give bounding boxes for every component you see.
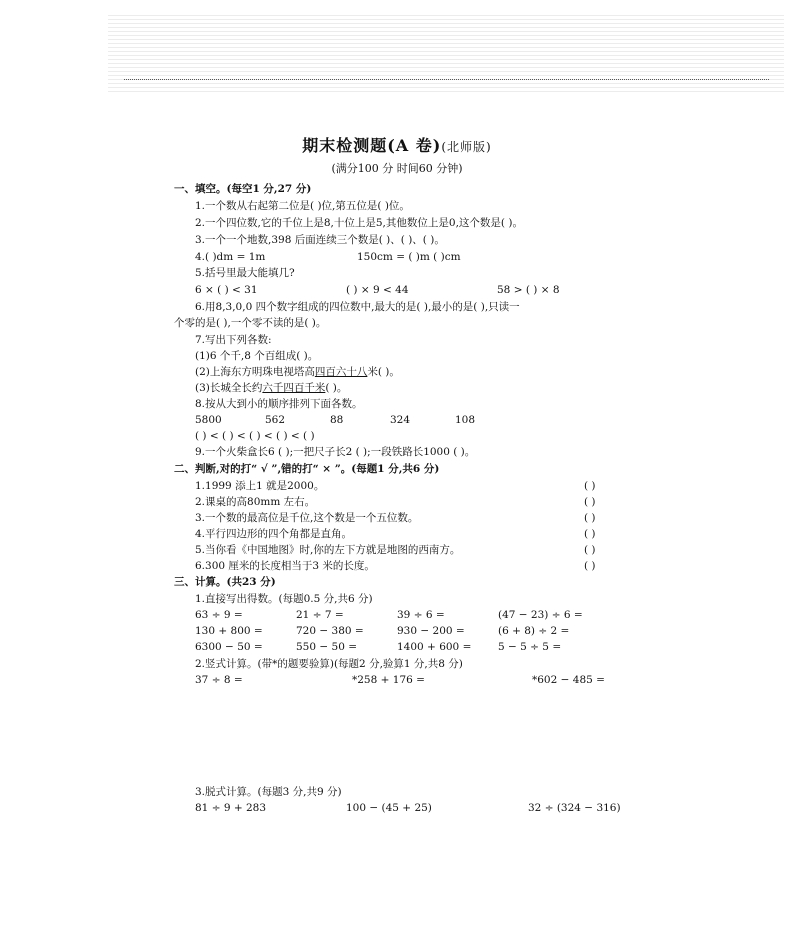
calc-r2-c1: 130 + 800 = <box>195 625 263 637</box>
calc-r3-c4: 5 − 5 ÷ 5 = <box>498 641 562 653</box>
section2-heading: 二、判断,对的打“ √ ”,错的打“ × ”。(每题1 分,共6 分) <box>174 463 440 475</box>
question-1-3: 3.一个一个地数,398 后面连续三个数是( )、( )、( )。 <box>195 234 445 246</box>
question-1-7-3-underlined: 六千四百千米 <box>262 382 326 394</box>
judge-item-5: 5.当你看《中国地图》时,你的左下方就是地图的西南方。 <box>195 544 461 556</box>
q8-number-1: 5800 <box>195 414 222 426</box>
judge-item-4: 4.平行四边形的四个角都是直角。 <box>195 528 353 540</box>
question-1-7: 7.写出下列各数: <box>195 334 272 346</box>
judge-answer-5: ( ) <box>584 544 596 556</box>
section1-heading: 一、填空。(每空1 分,27 分) <box>174 183 312 195</box>
question-1-1: 1.一个数从右起第二位是( )位,第五位是( )位。 <box>195 200 410 212</box>
header-lined-band <box>108 12 784 92</box>
question-1-6-line1: 6.用8,3,0,0 四个数字组成的四位数中,最大的是( ),最小的是( ),只读一 <box>195 301 520 313</box>
stepwise-calc-1: 81 ÷ 9 + 283 <box>195 802 267 814</box>
calc-r2-c3: 930 − 200 = <box>397 625 465 637</box>
question-1-7-2-pre: (2)上海东方明珠电视塔高 <box>195 366 315 378</box>
calc-r3-c1: 6300 − 50 = <box>195 641 263 653</box>
section3-sub3: 3.脱式计算。(每题3 分,共9 分) <box>195 786 342 798</box>
stepwise-calc-2: 100 − (45 + 25) <box>346 802 432 814</box>
question-1-5: 5.括号里最大能填几? <box>195 267 295 279</box>
judge-answer-4: ( ) <box>584 528 596 540</box>
section3-heading: 三、计算。(共23 分) <box>174 576 276 588</box>
calc-r2-c2: 720 − 380 = <box>296 625 364 637</box>
judge-item-6: 6.300 厘米的长度相当于3 米的长度。 <box>195 560 375 572</box>
question-1-5b: ( ) × 9 < 44 <box>346 284 409 296</box>
q8-number-2: 562 <box>265 414 286 426</box>
question-1-8-order: ( ) < ( ) < ( ) < ( ) < ( ) <box>195 430 315 442</box>
question-1-7-3 <box>195 382 347 395</box>
calc-r1-c2: 21 ÷ 7 = <box>296 609 344 621</box>
judge-item-3: 3.一个数的最高位是千位,这个数是一个五位数。 <box>195 512 419 524</box>
question-1-5c: 58 > ( ) × 8 <box>497 284 560 296</box>
section3-sub2: 2.竖式计算。(带*的题要验算)(每题2 分,验算1 分,共8 分) <box>195 658 463 670</box>
q8-number-3: 88 <box>330 414 344 426</box>
judge-item-2: 2.课桌的高80mm 左右。 <box>195 496 316 508</box>
question-1-7-2-underlined: 四百六十八 <box>314 366 368 378</box>
question-1-7-3-pre: (3)长城全长约 <box>195 382 263 394</box>
vertical-calc-2: *258 + 176 = <box>352 674 425 686</box>
question-1-8: 8.按从大到小的顺序排列下面各数。 <box>195 398 363 410</box>
exam-info: (满分100 分 时间60 分钟) <box>331 162 463 175</box>
question-1-4b: 150cm = ( )m ( )cm <box>357 251 461 263</box>
judge-item-1: 1.1999 添上1 就是2000。 <box>195 480 325 492</box>
exam-title <box>0 133 794 156</box>
question-1-5a: 6 × ( ) < 31 <box>195 284 258 296</box>
header-dotted-rule <box>124 79 769 80</box>
judge-answer-1: ( ) <box>584 480 596 492</box>
judge-answer-6: ( ) <box>584 560 596 572</box>
question-1-2: 2.一个四位数,它的千位上是8,十位上是5,其他数位上是0,这个数是( )。 <box>195 217 523 229</box>
calc-r3-c3: 1400 + 600 = <box>397 641 472 653</box>
question-1-7-3-post: ( )。 <box>325 382 348 394</box>
q8-number-5: 108 <box>455 414 476 426</box>
question-1-9: 9.一个火柴盒长6 ( );一把尺子长2 ( );一段铁路长1000 ( )。 <box>195 446 476 458</box>
q8-number-4: 324 <box>390 414 411 426</box>
section3-sub1: 1.直接写出得数。(每题0.5 分,共6 分) <box>195 593 373 605</box>
exam-title-edition: (北师版) <box>441 140 492 154</box>
question-1-7-2 <box>195 366 400 379</box>
question-1-6-line2: 个零的是( ),一个零不读的是( )。 <box>174 317 327 329</box>
stepwise-calc-3: 32 ÷ (324 − 316) <box>528 802 621 814</box>
judge-answer-2: ( ) <box>584 496 596 508</box>
calc-r1-c3: 39 ÷ 6 = <box>397 609 445 621</box>
vertical-calc-3: *602 − 485 = <box>532 674 605 686</box>
calc-r1-c4: (47 − 23) ÷ 6 = <box>498 609 583 621</box>
calc-r3-c2: 550 − 50 = <box>296 641 358 653</box>
question-1-7-2-post: 米( )。 <box>367 366 400 378</box>
calc-r1-c1: 63 ÷ 9 = <box>195 609 243 621</box>
exam-title-main: 期末检测题(A 卷) <box>302 136 442 155</box>
judge-answer-3: ( ) <box>584 512 596 524</box>
question-1-7-1: (1)6 个千,8 个百组成( )。 <box>195 350 319 362</box>
calc-r2-c4: (6 + 8) ÷ 2 = <box>498 625 570 637</box>
vertical-calc-1: 37 ÷ 8 = <box>195 674 243 686</box>
question-1-4a: 4.( )dm = 1m <box>195 251 266 263</box>
